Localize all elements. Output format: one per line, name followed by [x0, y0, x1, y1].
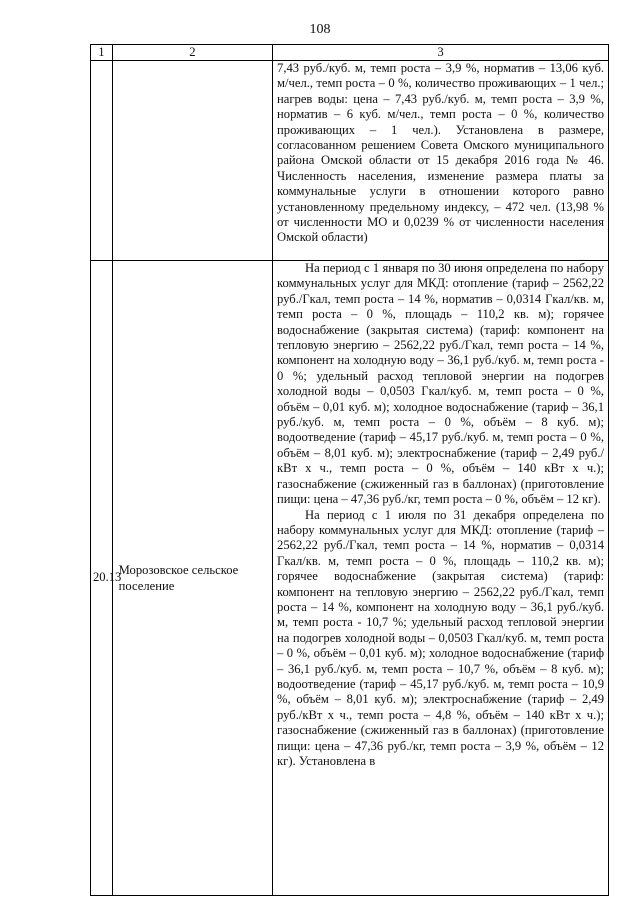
description-text: 7,43 руб./куб. м, темп роста – 3,9 %, норматив – 13,06 куб. м/чел., темп роста – 0 %, количество проживающих – 1 чел.; нагрев воды: цена – 7,43 руб./куб. м, темп роста – 3,9 %, норматив – 6 куб. м/чел., темп роста – 0 %, количество проживающих – 1 чел.). Установлена в размере, согласованном решением Совета Омского муниципального района Омской области от 15 декабря 2016 года № 46. Численность населения, изменение размера платы за коммунальные услуги в отношении которого равно установленному предельному индексу, – 472 чел. (13,98 % от численности МО и 0,0239 % от численности населения Омской области) [277, 61, 604, 245]
table-row [91, 261, 609, 896]
table-header-row [91, 45, 609, 61]
settlement-name-cell: Морозовское сельское поселение [112, 261, 272, 896]
column-header-1: 1 [91, 45, 113, 61]
column-header-2: 2 [112, 45, 272, 61]
settlement-name-cell [112, 61, 272, 261]
description-cell [273, 61, 609, 261]
description-paragraph-second-half: На период с 1 июля по 31 декабря определена по набору коммунальных услуг для МКД: отопление (тариф – 2562,22 руб./Гкал, темп роста – 14 %, норматив – 0,0314 Гкал/кв. м, темп роста – 0 %, площадь – 110,2 кв. м); горячее водоснабжение (закрытая система) (тариф: компонент на тепловую энергию – 2562,22 руб./Гкал, темп роста – 14 %, компонент на холодную воду – 36,1 руб./куб. м, темп роста - 10,7 %; удельный расход тепловой энергии на подогрев холодной воды – 0,0503 Гкал/куб. м, темп роста – 0 %, объём – 0,01 куб. м); холодное водоснабжение (тариф – 36,1 руб./куб. м, темп роста – 10,7 %, объём – 8 куб. м); водоотведение (тариф – 45,17 руб./куб. м, темп роста – 10,9 %, объём – 8,01 куб. м); электроснабжение (тариф – 2,49 руб./кВт х ч., темп роста – 4,8 %, объём – 140 кВт х ч.); газоснабжение (сжиженный газ в баллонах) (приготовление пищи: цена – 47,36 руб./кг, темп роста – 3,9 %, объём – 12 кг). Установлена в [277, 507, 604, 768]
tariff-table [90, 44, 609, 896]
column-header-3: 3 [273, 45, 609, 61]
description-cell [273, 261, 609, 896]
page-number: 108 [309, 22, 331, 37]
description-paragraph-first-half: На период с 1 января по 30 июня определена по набору коммунальных услуг для МКД: отопление (тариф – 2562,22 руб./Гкал, темп роста – 14 %, норматив – 0,0314 Гкал/кв. м, темп роста – 0 %, площадь – 110,2 кв. м); горячее водоснабжение (закрытая система) (тариф: компонент на тепловую энергию – 2562,22 руб./Гкал, темп роста – 14 %, компонент на холодную воду – 36,1 руб./куб. м, темп роста - 0 %; удельный расход тепловой энергии на подогрев холодной воды – 0,0503 Гкал/куб. м, темп роста – 0 %, объём – 0,01 куб. м); холодное водоснабжение (тариф – 36,1 руб./куб. м, темп роста – 0 %, объём – 8 куб. м); водоотведение (тариф – 45,17 руб./куб. м, темп роста – 0 %, объём – 8,01 куб. м); электроснабжение (тариф – 2,49 руб./кВт х ч., темп роста – 0 %, объём – 140 кВт х ч.); газоснабжение (сжиженный газ в баллонах) (приготовление пищи: цена – 47,36 руб./кг, темп роста – 0 %, объём – 12 кг). [277, 261, 604, 507]
table-row-continued [91, 61, 609, 261]
row-number-cell: 20.13 [91, 261, 113, 896]
row-number-cell [91, 61, 113, 261]
